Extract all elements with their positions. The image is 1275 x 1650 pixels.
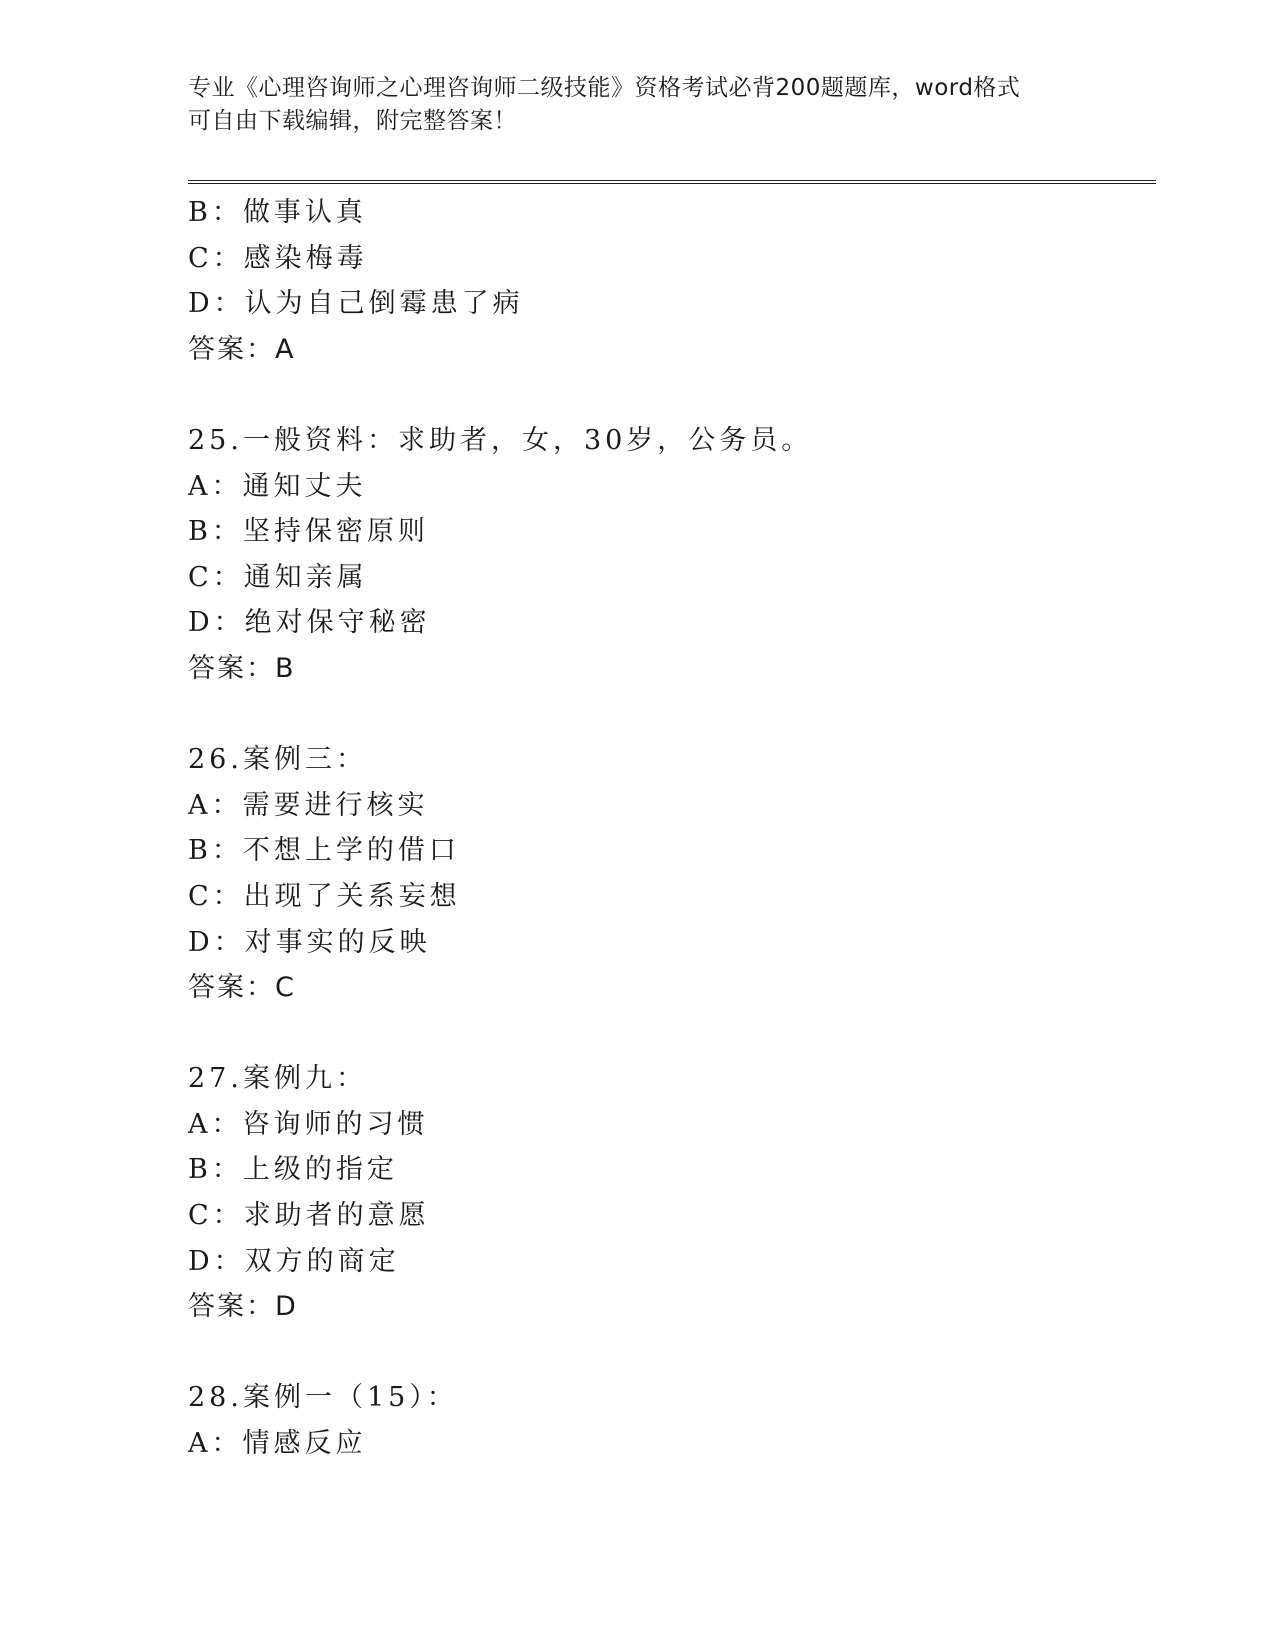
option-d: D：对事实的反映 (188, 926, 431, 958)
question-block-28 (188, 1375, 1148, 1466)
option-c: C：出现了关系妄想 (188, 880, 461, 912)
answer-line: 答案：C (188, 972, 296, 1004)
question-stem: 26.案例三： (188, 744, 367, 776)
answer-line: 答案：B (188, 652, 296, 684)
question-block-25 (188, 418, 1148, 692)
option-d: D：认为自己倒霉患了病 (188, 288, 524, 320)
question-stem: 28.案例一（15）： (188, 1382, 458, 1414)
question-stem: 27.案例九： (188, 1063, 367, 1095)
page-header (188, 72, 1088, 138)
question-stem: 25.一般资料：求助者，女，30岁，公务员。 (188, 424, 813, 456)
header-title-line-1: 专业《心理咨询师之心理咨询师二级技能》资格考试必背200题题库，word格式 (188, 75, 1021, 101)
header-title-line-2: 可自由下载编辑，附完整答案！ (188, 108, 517, 134)
option-c: C：通知亲属 (188, 561, 368, 593)
option-d: D：双方的商定 (188, 1245, 400, 1277)
option-a: A：咨询师的习惯 (188, 1108, 429, 1140)
spacer (188, 1330, 1148, 1376)
option-a: A：通知丈夫 (188, 470, 367, 502)
spacer (188, 692, 1148, 738)
spacer (188, 372, 1148, 418)
spacer (188, 1011, 1148, 1057)
option-d: D：绝对保守秘密 (188, 607, 431, 639)
question-block-partial (188, 190, 1148, 372)
option-a: A：需要进行核实 (188, 789, 429, 821)
answer-line: 答案：D (188, 1291, 298, 1323)
answer-line: 答案：A (188, 333, 296, 365)
option-c: C：感染梅毒 (188, 242, 368, 274)
question-block-26 (188, 737, 1148, 1011)
question-block-27 (188, 1056, 1148, 1330)
option-a: A：情感反应 (188, 1428, 367, 1460)
document-body (188, 190, 1148, 1467)
option-c: C：求助者的意愿 (188, 1200, 430, 1232)
option-b: B：上级的指定 (188, 1154, 398, 1186)
header-divider (188, 180, 1156, 184)
option-b: B：做事认真 (188, 197, 367, 228)
option-b: B：不想上学的借口 (188, 835, 460, 867)
option-b: B：坚持保密原则 (188, 516, 429, 548)
